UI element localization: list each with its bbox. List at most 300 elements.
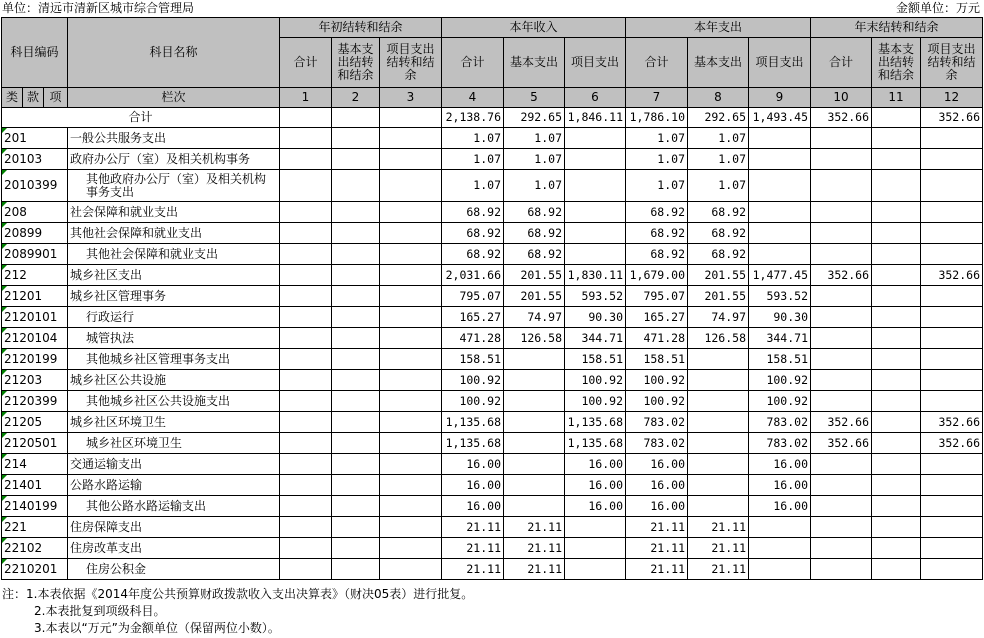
col-name-header: 科目名称 xyxy=(68,18,280,88)
value-cell: 16.00 xyxy=(626,475,688,496)
lei-label: 类 xyxy=(2,88,23,108)
col-number: 12 xyxy=(921,88,983,108)
value-cell: 344.71 xyxy=(749,328,811,349)
value-cell xyxy=(380,454,442,475)
value-cell xyxy=(872,170,921,202)
value-cell xyxy=(749,149,811,170)
col-number: 10 xyxy=(811,88,872,108)
value-cell: 352.66 xyxy=(811,265,872,286)
value-cell xyxy=(504,433,565,454)
sub-basic-header: 基本支出 xyxy=(504,38,565,88)
value-cell xyxy=(872,391,921,412)
table-row xyxy=(2,223,983,244)
value-cell xyxy=(565,128,626,149)
value-cell: 16.00 xyxy=(442,496,504,517)
value-cell: 593.52 xyxy=(749,286,811,307)
value-cell xyxy=(749,202,811,223)
value-cell xyxy=(565,223,626,244)
unit-label: 单位：清远市清新区城市综合管理局 xyxy=(2,1,195,15)
value-cell: 100.92 xyxy=(749,391,811,412)
value-cell xyxy=(332,475,380,496)
value-cell: 90.30 xyxy=(565,307,626,328)
subject-name-cell xyxy=(68,391,280,412)
value-cell xyxy=(921,244,983,265)
value-cell: 68.92 xyxy=(504,244,565,265)
group-end-header: 年末结转和结余 xyxy=(811,18,983,38)
value-cell xyxy=(872,433,921,454)
value-cell: 1.07 xyxy=(504,128,565,149)
value-cell: 1.07 xyxy=(626,149,688,170)
value-cell: 1.07 xyxy=(504,170,565,202)
value-cell xyxy=(921,307,983,328)
subject-name-cell xyxy=(68,307,280,328)
value-cell: 1,135.68 xyxy=(442,433,504,454)
value-cell xyxy=(504,496,565,517)
total-value-cell xyxy=(872,108,921,128)
value-cell xyxy=(332,244,380,265)
value-cell: 100.92 xyxy=(626,370,688,391)
value-cell xyxy=(565,517,626,538)
subject-code: 2010399 xyxy=(2,170,68,202)
value-cell xyxy=(380,223,442,244)
value-cell: 100.92 xyxy=(442,370,504,391)
total-value-cell xyxy=(280,108,332,128)
value-cell xyxy=(688,391,749,412)
value-cell xyxy=(872,244,921,265)
value-cell xyxy=(280,307,332,328)
value-cell xyxy=(811,370,872,391)
total-value-cell: 1,846.11 xyxy=(565,108,626,128)
value-cell xyxy=(811,496,872,517)
value-cell: 1,135.68 xyxy=(565,412,626,433)
subject-code: 212 xyxy=(2,265,68,286)
value-cell xyxy=(380,202,442,223)
table-row xyxy=(2,265,983,286)
value-cell xyxy=(749,538,811,559)
value-cell: 352.66 xyxy=(811,412,872,433)
value-cell xyxy=(332,559,380,580)
subject-name-cell xyxy=(68,517,280,538)
value-cell xyxy=(332,328,380,349)
total-label: 合计 xyxy=(2,108,280,128)
value-cell xyxy=(921,170,983,202)
value-cell: 21.11 xyxy=(504,517,565,538)
value-cell: 16.00 xyxy=(565,475,626,496)
table-row xyxy=(2,454,983,475)
subject-name: 住房保障支出 xyxy=(70,519,143,534)
value-cell: 352.66 xyxy=(811,433,872,454)
value-cell xyxy=(332,370,380,391)
value-cell xyxy=(280,538,332,559)
value-cell xyxy=(749,223,811,244)
value-cell: 352.66 xyxy=(921,265,983,286)
table-row xyxy=(2,170,983,202)
value-cell xyxy=(280,223,332,244)
value-cell xyxy=(921,149,983,170)
value-cell xyxy=(872,307,921,328)
table-row xyxy=(2,475,983,496)
value-cell: 90.30 xyxy=(749,307,811,328)
value-cell xyxy=(749,244,811,265)
value-cell: 16.00 xyxy=(749,496,811,517)
value-cell xyxy=(280,433,332,454)
value-cell xyxy=(811,454,872,475)
subject-name-cell xyxy=(68,223,280,244)
subject-code: 20899 xyxy=(2,223,68,244)
value-cell: 783.02 xyxy=(626,412,688,433)
subject-name: 政府办公厅（室）及相关机构事务 xyxy=(70,151,251,166)
col-number: 9 xyxy=(749,88,811,108)
value-cell xyxy=(380,391,442,412)
value-cell: 16.00 xyxy=(749,454,811,475)
value-cell xyxy=(380,412,442,433)
value-cell xyxy=(565,538,626,559)
value-cell xyxy=(688,496,749,517)
table-row xyxy=(2,128,983,149)
group-expense-header: 本年支出 xyxy=(626,18,811,38)
value-cell xyxy=(872,149,921,170)
value-cell xyxy=(749,170,811,202)
value-cell: 158.51 xyxy=(565,349,626,370)
value-cell xyxy=(280,286,332,307)
subject-name: 住房改革支出 xyxy=(70,540,143,555)
total-value-cell: 352.66 xyxy=(921,108,983,128)
value-cell xyxy=(280,391,332,412)
value-cell xyxy=(380,286,442,307)
sub-basic-header: 基本支出 xyxy=(688,38,749,88)
value-cell xyxy=(872,559,921,580)
value-cell: 471.28 xyxy=(626,328,688,349)
total-value-cell: 292.65 xyxy=(688,108,749,128)
value-cell xyxy=(380,496,442,517)
col-code-header: 科目编码 xyxy=(2,18,68,88)
value-cell xyxy=(280,370,332,391)
value-cell xyxy=(872,538,921,559)
value-cell: 1.07 xyxy=(442,170,504,202)
subject-code: 21203 xyxy=(2,370,68,391)
value-cell xyxy=(921,475,983,496)
subject-name: 住房公积金 xyxy=(86,561,147,576)
value-cell: 100.92 xyxy=(626,391,688,412)
value-cell xyxy=(332,454,380,475)
subject-name-cell xyxy=(68,244,280,265)
value-cell: 21.11 xyxy=(442,559,504,580)
table-row xyxy=(2,496,983,517)
col-number: 2 xyxy=(332,88,380,108)
subject-name-cell xyxy=(68,349,280,370)
value-cell xyxy=(921,454,983,475)
subject-name-cell xyxy=(68,538,280,559)
value-cell: 158.51 xyxy=(626,349,688,370)
value-cell xyxy=(921,538,983,559)
subject-code: 2089901 xyxy=(2,244,68,265)
value-cell xyxy=(332,391,380,412)
table-row xyxy=(2,517,983,538)
table-row xyxy=(2,370,983,391)
value-cell: 1,477.45 xyxy=(749,265,811,286)
value-cell: 1,830.11 xyxy=(565,265,626,286)
sub-basic-carry-header: 基本支出结转和结余 xyxy=(332,38,380,88)
value-cell: 593.52 xyxy=(565,286,626,307)
table-row xyxy=(2,412,983,433)
value-cell xyxy=(380,517,442,538)
subject-name: 城乡社区公共设施 xyxy=(70,372,167,387)
value-cell xyxy=(811,517,872,538)
subject-name: 其他社会保障和就业支出 xyxy=(86,246,219,261)
value-cell: 21.11 xyxy=(626,517,688,538)
subject-name: 城乡社区环境卫生 xyxy=(86,435,183,450)
value-cell xyxy=(380,265,442,286)
value-cell xyxy=(811,286,872,307)
value-cell: 1.07 xyxy=(626,128,688,149)
table-row xyxy=(2,349,983,370)
value-cell xyxy=(332,307,380,328)
value-cell xyxy=(811,202,872,223)
sub-total-header: 合计 xyxy=(811,38,872,88)
value-cell xyxy=(280,149,332,170)
value-cell xyxy=(688,349,749,370)
table-row xyxy=(2,433,983,454)
subject-name: 行政运行 xyxy=(86,309,135,324)
subject-name-cell xyxy=(68,559,280,580)
subject-name-cell xyxy=(68,265,280,286)
value-cell: 68.92 xyxy=(688,223,749,244)
value-cell: 16.00 xyxy=(442,454,504,475)
value-cell xyxy=(380,538,442,559)
total-value-cell: 1,786.10 xyxy=(626,108,688,128)
value-cell xyxy=(811,128,872,149)
subject-name-cell xyxy=(68,128,280,149)
value-cell xyxy=(504,391,565,412)
value-cell xyxy=(872,328,921,349)
value-cell: 68.92 xyxy=(688,244,749,265)
value-cell xyxy=(332,265,380,286)
value-cell: 1.07 xyxy=(688,128,749,149)
subject-name: 城管执法 xyxy=(86,330,135,345)
table-row xyxy=(2,286,983,307)
value-cell xyxy=(811,328,872,349)
subject-name: 其他政府办公厅（室）及相关机构事务支出 xyxy=(86,171,267,199)
value-cell: 21.11 xyxy=(442,538,504,559)
table-row xyxy=(2,202,983,223)
value-cell xyxy=(565,149,626,170)
value-cell xyxy=(921,202,983,223)
sub-total-header: 合计 xyxy=(442,38,504,88)
col-number: 4 xyxy=(442,88,504,108)
group-begin-header: 年初结转和结余 xyxy=(280,18,442,38)
subject-code: 21201 xyxy=(2,286,68,307)
value-cell xyxy=(280,496,332,517)
sub-total-header: 合计 xyxy=(626,38,688,88)
value-cell xyxy=(811,349,872,370)
sub-basic-carry-header: 基本支出结转和结余 xyxy=(872,38,921,88)
kuan-label: 款 xyxy=(23,88,44,108)
value-cell xyxy=(332,412,380,433)
value-cell: 68.92 xyxy=(504,223,565,244)
subject-code: 21401 xyxy=(2,475,68,496)
subject-name: 一般公共服务支出 xyxy=(70,130,167,145)
sub-project-carry-header: 项目支出结转和结余 xyxy=(380,38,442,88)
subject-name-cell xyxy=(68,328,280,349)
subject-code: 2120501 xyxy=(2,433,68,454)
value-cell xyxy=(280,475,332,496)
value-cell xyxy=(380,328,442,349)
value-cell xyxy=(749,128,811,149)
value-cell xyxy=(811,538,872,559)
value-cell: 68.92 xyxy=(626,202,688,223)
value-cell: 795.07 xyxy=(442,286,504,307)
subject-code: 2120104 xyxy=(2,328,68,349)
subject-code: 2120199 xyxy=(2,349,68,370)
subject-name: 城乡社区管理事务 xyxy=(70,288,167,303)
value-cell: 126.58 xyxy=(688,328,749,349)
value-cell: 100.92 xyxy=(442,391,504,412)
value-cell xyxy=(811,307,872,328)
value-cell: 471.28 xyxy=(442,328,504,349)
total-row xyxy=(2,108,983,128)
value-cell xyxy=(280,517,332,538)
subject-name-cell xyxy=(68,286,280,307)
value-cell: 100.92 xyxy=(749,370,811,391)
value-cell xyxy=(565,559,626,580)
total-value-cell: 1,493.45 xyxy=(749,108,811,128)
value-cell: 158.51 xyxy=(442,349,504,370)
value-cell xyxy=(380,170,442,202)
value-cell xyxy=(811,149,872,170)
value-cell xyxy=(688,454,749,475)
value-cell: 126.58 xyxy=(504,328,565,349)
value-cell xyxy=(380,307,442,328)
sub-project-header: 项目支出 xyxy=(565,38,626,88)
table-row xyxy=(2,391,983,412)
value-cell xyxy=(332,149,380,170)
value-cell xyxy=(280,170,332,202)
value-cell xyxy=(921,128,983,149)
col-number: 3 xyxy=(380,88,442,108)
value-cell xyxy=(280,328,332,349)
value-cell: 16.00 xyxy=(565,454,626,475)
value-cell: 1.07 xyxy=(688,170,749,202)
value-cell: 2,031.66 xyxy=(442,265,504,286)
value-cell: 21.11 xyxy=(504,559,565,580)
value-cell xyxy=(872,370,921,391)
value-cell: 1,135.68 xyxy=(442,412,504,433)
sub-total-header: 合计 xyxy=(280,38,332,88)
sub-project-header: 项目支出 xyxy=(749,38,811,88)
value-cell: 344.71 xyxy=(565,328,626,349)
value-cell: 1.07 xyxy=(504,149,565,170)
total-value-cell xyxy=(332,108,380,128)
value-cell xyxy=(280,454,332,475)
value-cell xyxy=(872,454,921,475)
value-cell xyxy=(332,170,380,202)
value-cell: 21.11 xyxy=(504,538,565,559)
total-value-cell: 2,138.76 xyxy=(442,108,504,128)
value-cell: 795.07 xyxy=(626,286,688,307)
value-cell: 783.02 xyxy=(749,412,811,433)
value-cell: 201.55 xyxy=(688,286,749,307)
table-row xyxy=(2,559,983,580)
subject-name-cell xyxy=(68,454,280,475)
value-cell xyxy=(872,223,921,244)
value-cell xyxy=(380,149,442,170)
value-cell xyxy=(380,128,442,149)
value-cell: 21.11 xyxy=(688,559,749,580)
value-cell xyxy=(504,454,565,475)
subject-name: 社会保障和就业支出 xyxy=(70,204,179,219)
value-cell: 68.92 xyxy=(626,223,688,244)
value-cell: 100.92 xyxy=(565,370,626,391)
value-cell xyxy=(504,349,565,370)
table-row xyxy=(2,307,983,328)
value-cell: 1,679.00 xyxy=(626,265,688,286)
value-cell: 1.07 xyxy=(626,170,688,202)
value-cell xyxy=(872,496,921,517)
subject-name: 其他城乡社区公共设施支出 xyxy=(86,393,231,408)
report-header xyxy=(0,0,984,17)
total-value-cell: 352.66 xyxy=(811,108,872,128)
value-cell xyxy=(565,244,626,265)
value-cell xyxy=(921,517,983,538)
col-number: 7 xyxy=(626,88,688,108)
value-cell: 158.51 xyxy=(749,349,811,370)
value-cell xyxy=(380,349,442,370)
value-cell xyxy=(380,559,442,580)
value-cell xyxy=(380,370,442,391)
subject-code: 22102 xyxy=(2,538,68,559)
group-income-header: 本年收入 xyxy=(442,18,626,38)
value-cell: 352.66 xyxy=(921,412,983,433)
value-cell xyxy=(749,559,811,580)
note-1: 注：1.本表依据《2014年度公共预算财政拨款收入支出决算表》（财决05表）进行批复。 xyxy=(2,587,474,601)
value-cell: 21.11 xyxy=(626,559,688,580)
subject-code: 201 xyxy=(2,128,68,149)
subject-name: 交通运输支出 xyxy=(70,456,143,471)
value-cell: 74.97 xyxy=(504,307,565,328)
value-cell: 201.55 xyxy=(504,265,565,286)
subject-name-cell xyxy=(68,433,280,454)
value-cell: 783.02 xyxy=(626,433,688,454)
note-2: 2.本表批复到项级科目。 xyxy=(34,604,166,618)
value-cell xyxy=(872,128,921,149)
value-cell xyxy=(811,391,872,412)
value-cell xyxy=(921,349,983,370)
subject-code: 20103 xyxy=(2,149,68,170)
value-cell xyxy=(688,475,749,496)
subject-code: 2120399 xyxy=(2,391,68,412)
footnotes xyxy=(2,586,473,637)
value-cell xyxy=(811,559,872,580)
subject-code: 2120101 xyxy=(2,307,68,328)
value-cell xyxy=(565,170,626,202)
value-cell xyxy=(332,202,380,223)
value-cell: 16.00 xyxy=(442,475,504,496)
subject-name-cell xyxy=(68,149,280,170)
value-cell: 1.07 xyxy=(442,149,504,170)
total-value-cell xyxy=(380,108,442,128)
subject-name-cell xyxy=(68,370,280,391)
value-cell: 68.92 xyxy=(626,244,688,265)
value-cell xyxy=(921,370,983,391)
value-cell xyxy=(921,559,983,580)
value-cell xyxy=(921,286,983,307)
subject-name-cell xyxy=(68,496,280,517)
subject-code: 2140199 xyxy=(2,496,68,517)
value-cell: 16.00 xyxy=(626,454,688,475)
value-cell xyxy=(280,559,332,580)
xiang-label: 项 xyxy=(44,88,68,108)
table-row xyxy=(2,328,983,349)
